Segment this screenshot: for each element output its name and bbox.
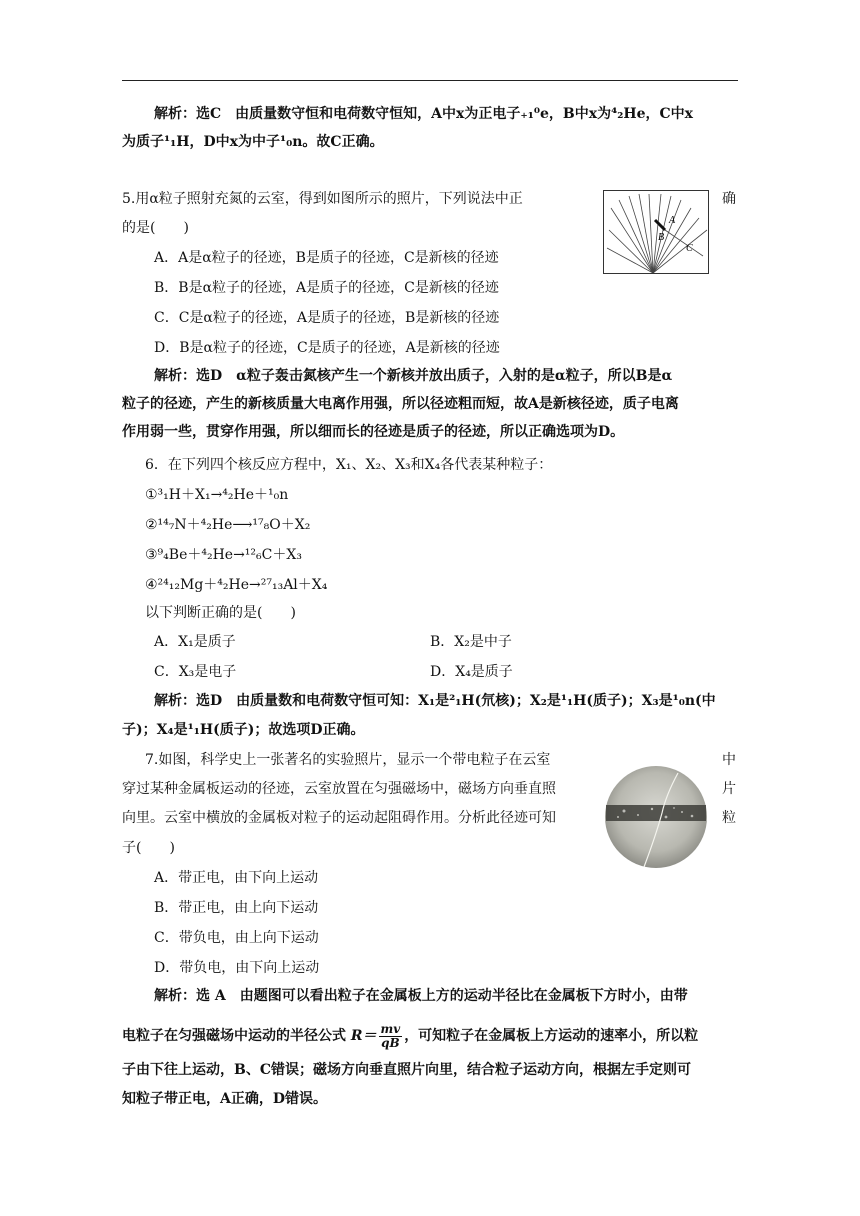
question-7-line-2: 穿过某种金属板运动的径迹，云室放置在匀强磁场中，磁场方向垂直照 [122, 781, 556, 797]
question-6-equation-2: ②¹⁴₇N＋⁴₂He⟶¹⁷₈O＋X₂ [145, 517, 311, 533]
answer-7-line-2-lead: 电粒子在匀强磁场中运动的半径公式 [122, 1028, 346, 1044]
answer-7-line-2-tail: ，可知粒子在金属板上方运动的速率小，所以粒 [404, 1028, 699, 1044]
figure-5-label-a: A [669, 215, 676, 226]
question-6-option-b: B．X₂是中子 [430, 634, 512, 650]
question-7-option-d: D．带负电，由下向上运动 [154, 960, 320, 976]
cloud-chamber-photo [604, 765, 708, 869]
question-7-line-3: 向里。云室中横放的金属板对粒子的运动起阻碍作用。分析此径迹可知 [122, 810, 556, 826]
question-6-option-d: D．X₄是质子 [430, 664, 513, 680]
question-5-option-c: C．C是α粒子的径迹，A是质子的径迹，B是新核的径迹 [154, 310, 500, 326]
question-6-equation-3: ③⁹₄Be＋⁴₂He→¹²₆C＋X₃ [145, 547, 302, 563]
figure-5-label-b: B [658, 232, 665, 243]
answer-7-line-3: 子由下往上运动，B、C错误；磁场方向垂直照片向里，结合粒子运动方向，根据左手定则可 [122, 1062, 691, 1078]
question-7-line-3-tail: 粒 [722, 810, 736, 826]
question-5-line-2: 的是( ) [122, 220, 189, 236]
answer-6-line-2: 子)；X₄是¹₁H(质子)；故选项D正确。 [122, 722, 365, 738]
cloud-chamber-tracks-figure [603, 190, 709, 274]
answer-4-line-2: 为质子¹₁H，D中x为中子¹₀n。故C正确。 [122, 134, 384, 150]
question-7-line-1-tail: 中 [722, 752, 736, 768]
answer-7-line-2 [122, 1016, 698, 1056]
question-7-line-2-tail: 片 [722, 781, 736, 797]
question-6-option-c: C．X₃是电子 [154, 664, 237, 680]
question-7-line-4: 子( ) [122, 840, 175, 856]
question-6-option-a: A．X₁是质子 [154, 634, 236, 650]
metal-plate [606, 805, 706, 821]
question-7-option-a: A．带正电，由下向上运动 [154, 870, 319, 886]
formula-denominator: qB [381, 1035, 400, 1050]
question-5-line-1-tail: 确 [722, 191, 736, 207]
question-7-option-b: B．带正电，由上向下运动 [154, 900, 319, 916]
header-rule [122, 80, 738, 81]
radius-formula-lhs: R＝ [350, 1028, 377, 1044]
answer-6-line-1: 解析：选D 由质量数和电荷数守恒可知：X₁是²₁H(氘核)；X₂是¹₁H(质子)；X₃是¹₀n(中 [154, 693, 716, 709]
question-7-option-c: C．带负电，由上向下运动 [154, 930, 319, 946]
figure-5-label-c: C [686, 243, 693, 254]
radius-formula-fraction [379, 1023, 403, 1050]
question-6-prompt: 以下判断正确的是( ) [145, 605, 296, 621]
question-5-option-a: A．A是α粒子的径迹，B是质子的径迹，C是新核的径迹 [154, 250, 499, 266]
formula-numerator: mv [380, 1021, 401, 1036]
question-5-option-b: B．B是α粒子的径迹，A是质子的径迹，C是新核的径迹 [154, 280, 499, 296]
question-5-option-d: D．B是α粒子的径迹，C是质子的径迹，A是新核的径迹 [154, 340, 500, 356]
question-6-stem: 6．在下列四个核反应方程中，X₁、X₂、X₃和X₄各代表某种粒子： [145, 457, 553, 473]
answer-5-line-1: 解析：选D α粒子轰击氮核产生一个新核并放出质子，入射的是α粒子，所以B是α [154, 368, 673, 384]
answer-5-line-3: 作用弱一些，贯穿作用强，所以细而长的径迹是质子的径迹，所以正确选项为D。 [122, 424, 625, 440]
question-7-line-1: 7.如图，科学史上一张著名的实验照片，显示一个带电粒子在云室 [145, 752, 551, 768]
answer-7-line-4: 知粒子带正电，A正确，D错误。 [122, 1091, 328, 1107]
question-5-line-1: 5.用α粒子照射充氮的云室，得到如图所示的照片，下列说法中正 [122, 191, 523, 207]
answer-4-line-1: 解析：选C 由质量数守恒和电荷数守恒知，A中x为正电子₊₁⁰e，B中x为⁴₂He，C中x [154, 106, 693, 122]
question-6-equation-1: ①³₁H＋X₁→⁴₂He＋¹₀n [145, 487, 289, 503]
answer-5-line-2: 粒子的径迹，产生的新核质量大电离作用强，所以径迹粗而短，故A是新核径迹，质子电离 [122, 396, 679, 412]
answer-7-line-1: 解析：选 A 由题图可以看出粒子在金属板上方的运动半径比在金属板下方时小，由带 [154, 988, 688, 1004]
question-6-equation-4: ④²⁴₁₂Mg＋⁴₂He→²⁷₁₃Al＋X₄ [145, 577, 328, 593]
